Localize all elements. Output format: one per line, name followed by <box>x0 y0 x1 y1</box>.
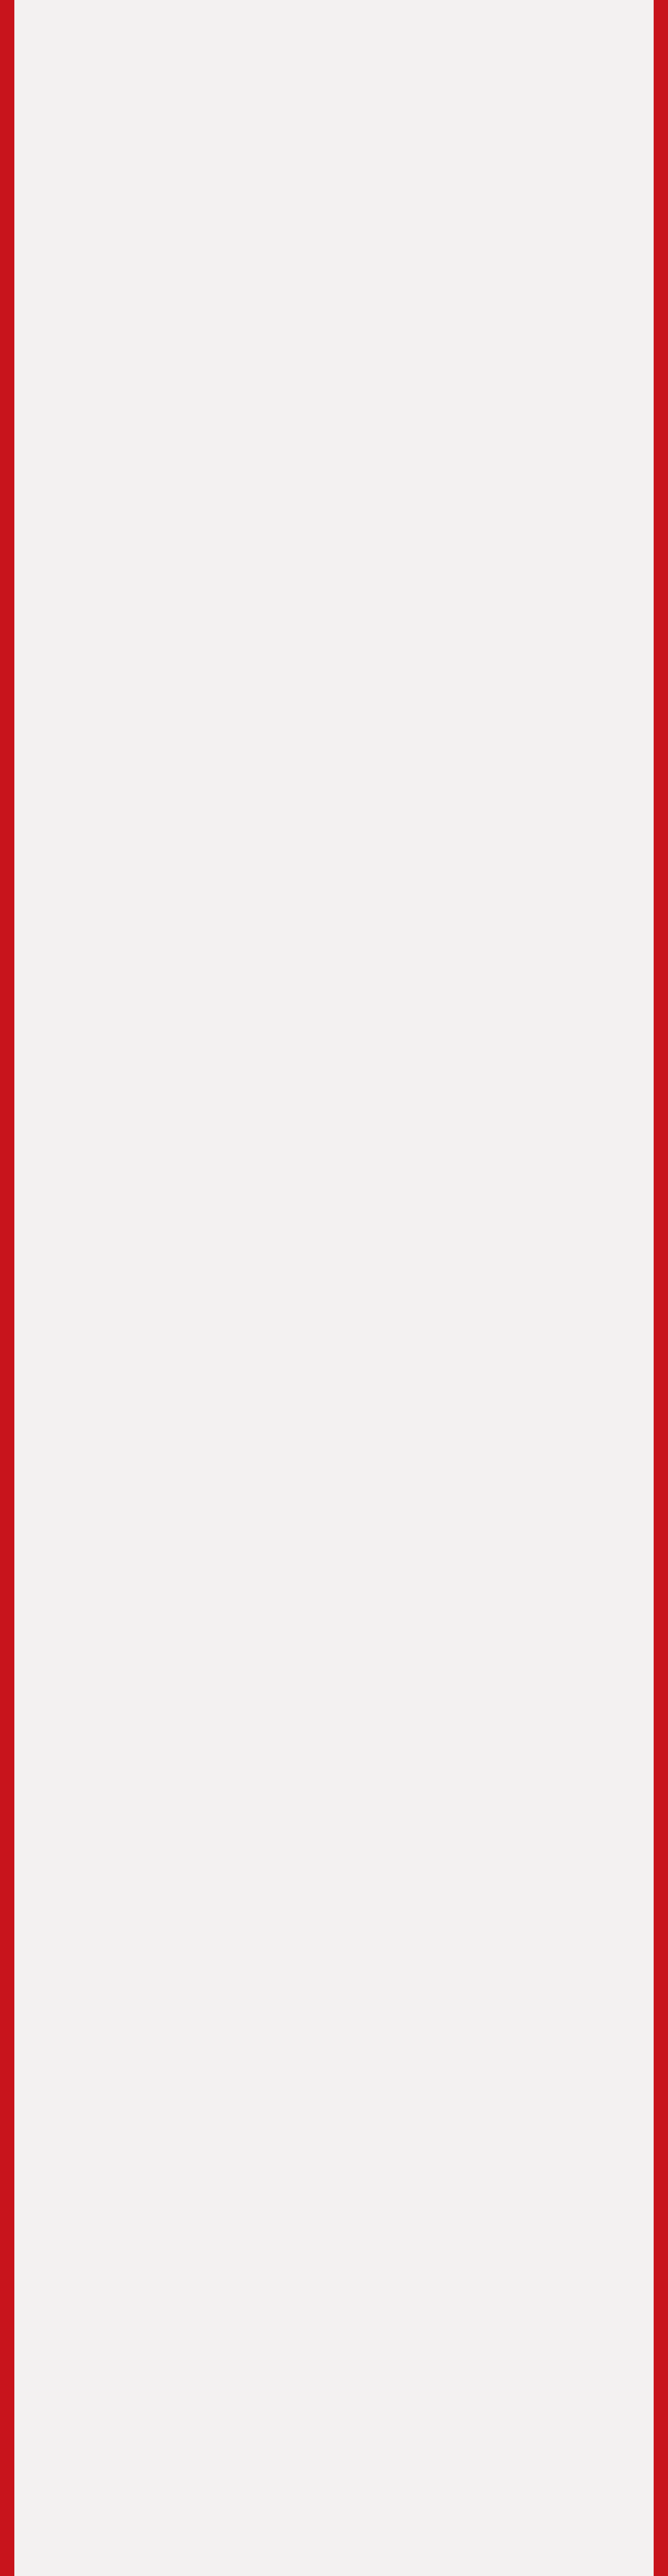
page <box>14 0 654 2576</box>
